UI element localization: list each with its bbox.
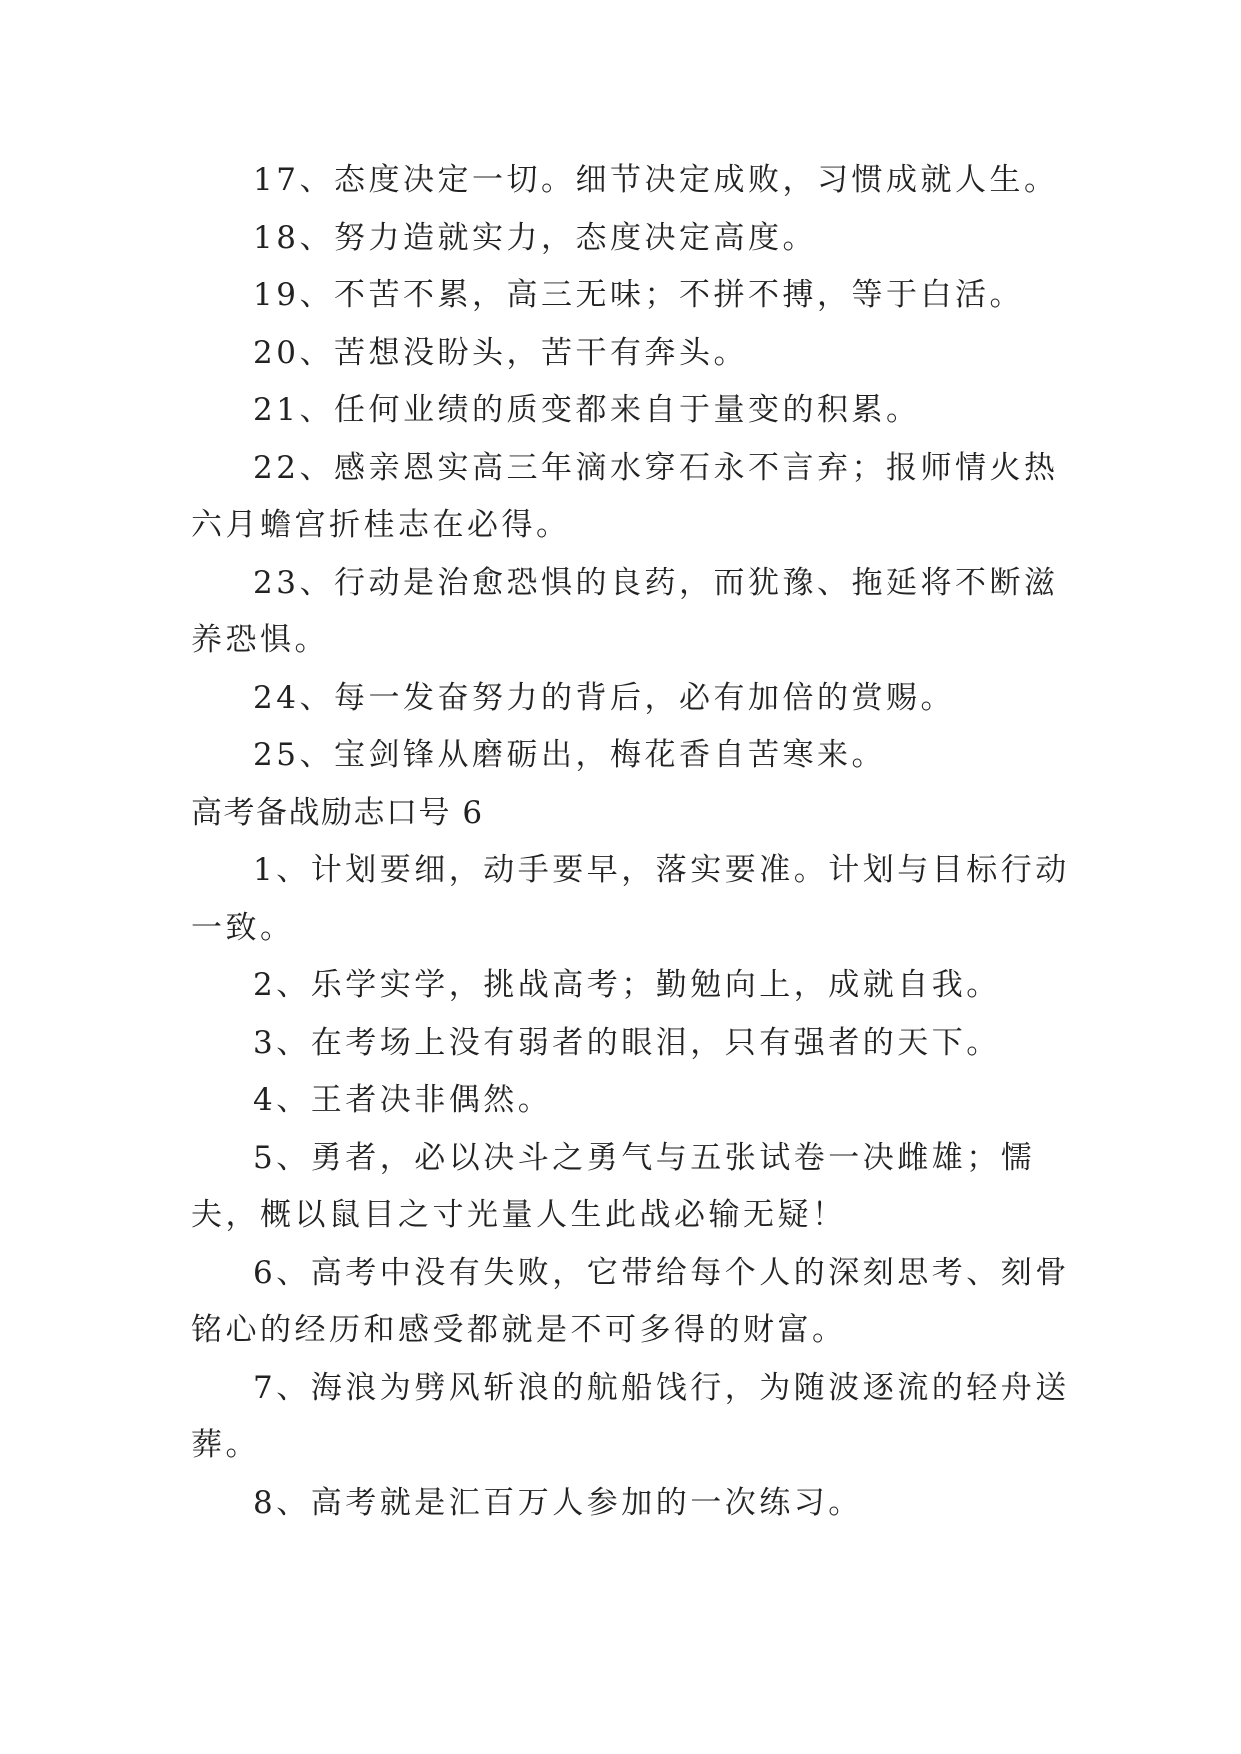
- slogan-20: 20、苦想没盼头，苦干有奔头。: [253, 334, 748, 371]
- slogan-8: 8、高考就是汇百万人参加的一次练习。: [253, 1484, 863, 1521]
- slogan-25: 25、宝剑锋从磨砺出，梅花香自苦寒来。: [253, 737, 886, 773]
- section-heading: 高考备战励志口号 6: [191, 794, 484, 831]
- document-body: [191, 152, 1071, 1532]
- slogan-2: 2、乐学实学，挑战高考；勤勉向上，成就自我。: [253, 967, 1001, 1003]
- slogan-23: 23、行动是治愈恐惧的良药，而犹豫、拖延将不断滋养恐惧。: [191, 564, 1059, 658]
- slogan-22: 22、感亲恩实高三年滴水穿石永不言弃；报师情火热六月蟾宫折桂志在必得。: [191, 449, 1059, 543]
- slogan-24: 24、每一发奋努力的背后，必有加倍的赏赐。: [253, 679, 955, 716]
- slogan-6: 6、高考中没有失败，它带给每个人的深刻思考、刻骨铭心的经历和感受都就是不可多得的财富。: [191, 1254, 1070, 1348]
- slogan-5: 5、勇者，必以决斗之勇气与五张试卷一决雌雄；懦夫，概以鼠目之寸光量人生此战必输无疑！: [191, 1139, 1036, 1233]
- slogan-7: 7、海浪为劈风斩浪的航船饯行，为随波逐流的轻舟送葬。: [191, 1369, 1070, 1463]
- slogan-1: 1、计划要细，动手要早，落实要准。计划与目标行动一致。: [191, 852, 1070, 946]
- slogan-18: 18、努力造就实力，态度决定高度。: [253, 219, 817, 256]
- slogan-3: 3、在考场上没有弱者的眼泪，只有强者的天下。: [253, 1024, 1001, 1061]
- slogan-4: 4、王者决非偶然。: [253, 1082, 553, 1118]
- slogan-21: 21、任何业绩的质变都来自于量变的积累。: [253, 392, 921, 428]
- slogan-17: 17、态度决定一切。细节决定成败，习惯成就人生。: [253, 162, 1059, 198]
- slogan-19: 19、不苦不累，高三无味；不拼不搏，等于白活。: [253, 277, 1024, 313]
